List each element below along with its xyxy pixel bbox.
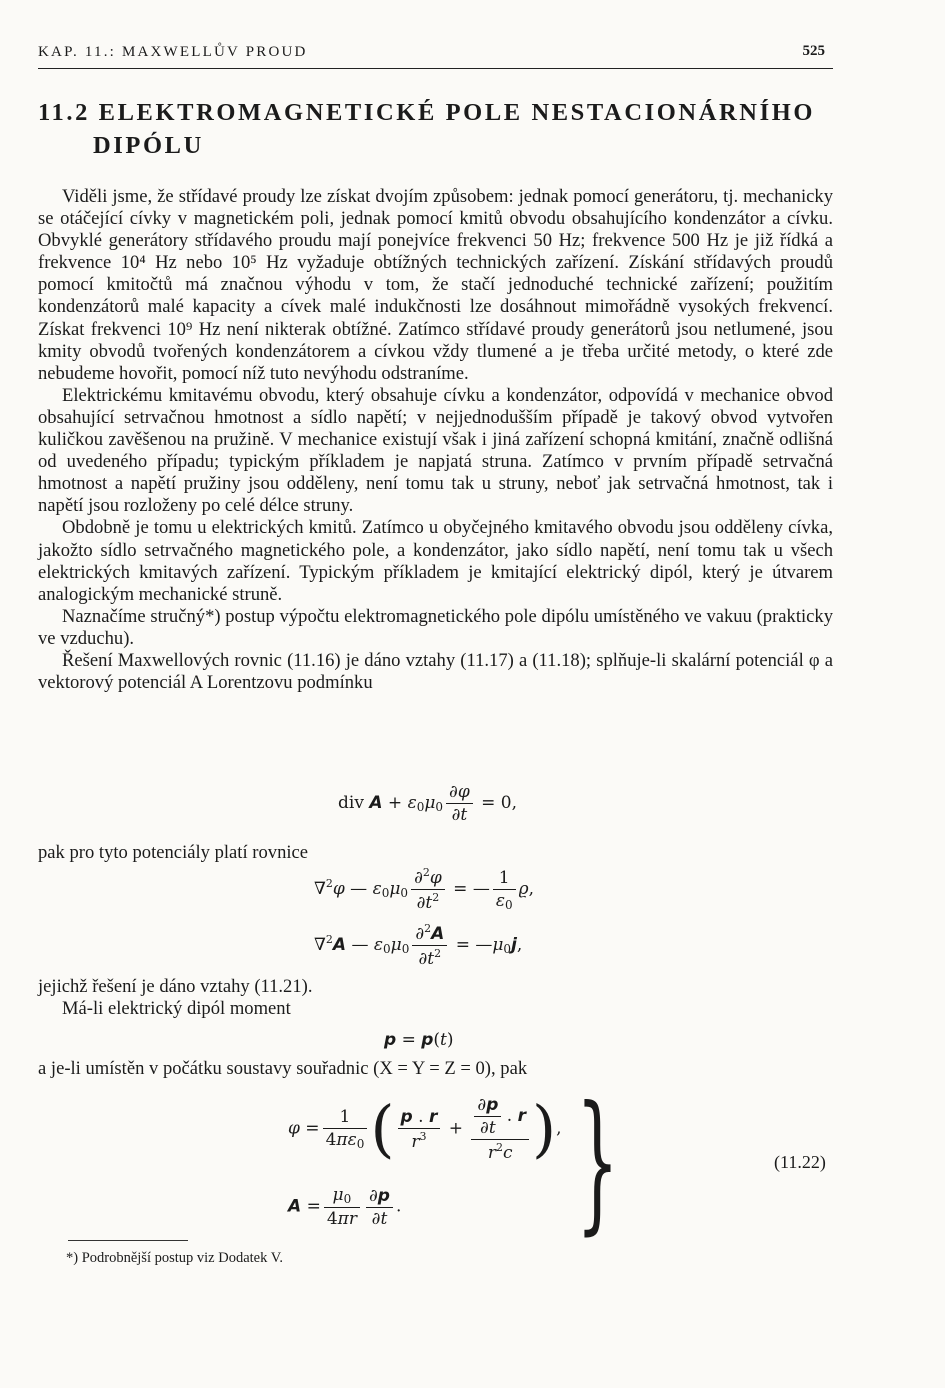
page-number: 525	[802, 43, 825, 59]
equation-number: (11.22)	[774, 1152, 826, 1172]
text-after-eq2: jejichž řešení je dáno vztahy (11.21).	[38, 976, 313, 997]
paragraph-1: Viděli jsme, že střídavé proudy lze získat dvojím způsobem: jednak pomocí generátoru, tj. mechanicky se otáčející cívky v magnetickém poli, jednak pomocí kmitů obvodu obsahujícího kondenzátor a cívku. Obvyklé generátory střídavého proudu mají ponejvíce frekvenci 50 Hz; frekvence 500 Hz je již řídká a frekvence 10⁴ Hz nebo 10⁵ Hz vyžaduje obtížných technických zařízení. Získání střídavých proudů pomocí kmitočtů má značnou výhodu v tom, že stačí jednoduché technické zařízení; použitím kondenzátorů malé kapacity a cívek malé indukčnosti lze dosáhnout mimořádně vysokých frekvencí. Získat frekvenci 10⁹ Hz není nikterak obtížné. Zatímco střídavé proudy generátorů jsou netlumené, jsou kmity obvodů tvořených kondenzátorem a cívkou vždy tlumené a je třeba určité metody, o které zde nebudeme hovořit, pomocí níž tuto nevýhodu odstraníme.	[38, 186, 833, 384]
equation-wave-a: ∇$^2$A — $\varepsilon_0\mu_0$ $\frac{\partial^2A}{\partial t^2}$ = $—\mu_0j$,	[314, 922, 523, 969]
section-title	[38, 96, 838, 162]
footnote: *) Podrobnější postup viz Dodatek V.	[66, 1250, 283, 1266]
equation-potential-phi: φ = $\frac{1}{4\pi\varepsilon_0}$ ( $\frac{p . r}{r^3}$ + $\frac{\partial p}{\partial t}$ . r $r^2c$ ),	[288, 1092, 562, 1165]
paragraph-3: Obdobně je tomu u elektrických kmitů. Zatímco u obyčejného kmitavého obvodu jsou odděleny cívka, jakožto sídlo setrvačného magnetického pole, a kondenzátor, jako sídlo napětí, není tomu tak u všech elektrických kmitavých zařízení. Typickým příkladem je kmitající elektrický dipól, který je útvarem analogickým mechanické struně.	[38, 517, 833, 605]
text-after-eq1: pak pro tyto potenciály platí rovnice	[38, 842, 309, 863]
text-dipole-moment: Má-li elektrický dipól moment	[62, 998, 291, 1020]
page	[38, 0, 833, 1388]
section-title-line1: 11.2 ELEKTROMAGNETICKÉ POLE NESTACIONÁRNÍHO	[38, 99, 816, 126]
paragraph-4: Naznačíme stručný*) postup výpočtu elektromagnetického pole dipólu umístěného ve vakuu (prakticky ve vzduchu).	[38, 605, 833, 649]
footnote-rule	[68, 1240, 188, 1241]
section-title-line2: DIPÓLU	[93, 132, 204, 159]
equation-wave-phi: ∇$^2$φ — $\varepsilon_0\mu_0$ $\frac{\partial^2\varphi}{\partial t^2}$ = — $\frac{1}{\varepsilon_0}$ ϱ,	[314, 866, 534, 913]
paragraph-5: Řešení Maxwellových rovnic (11.16) je dáno vztahy (11.17) a (11.18); splňuje-li skalární potenciál φ a vektorový potenciál A Lorentzovu podmínku	[38, 649, 833, 694]
equation-lorentz-condition: div $A + \varepsilon_0\mu_0$ $\frac{\partial\varphi}{\partial t}$ = 0,	[338, 782, 518, 825]
text-after-eq2-block	[38, 976, 833, 1020]
body-text-top	[38, 186, 833, 694]
equation-potential-a: A = $\frac{\mu_0}{4\pi r}$ $\frac{\partial p}{\partial t}$ .	[288, 1185, 402, 1229]
text-origin: a je-li umístěn v počátku soustavy souřadnic (X = Y = Z = 0), pak	[38, 1058, 528, 1079]
equation-brace: }	[576, 1075, 619, 1249]
running-title: KAP. 11.: MAXWELLŮV PROUD	[38, 44, 308, 60]
text-after-eq1-block	[38, 842, 833, 864]
text-origin-block	[38, 1058, 833, 1080]
paragraph-2: Elektrickému kmitavému obvodu, který obsahuje cívku a kondenzátor, odpovídá v mechanice obvod obsahující setrvačnou hmotnost a sídlo napětí; v nejjednodušším případě je takový obvod vytvořen kuličkou zavěšenou na pružině. V mechanice existují však i jiná zařízení schopná kmitání, značně odlišná od uvedeného případu; typickým příkladem je napjatá struna. Zatímco v prvním případě setrvačná hmotnost a napětí pružiny jsou odděleny, není tomu tak u struny, neboť jak setrvačná hmotnost, tak i napětí jsou rozloženy po celé délce struny.	[38, 384, 833, 517]
equation-dipole-moment: p = p(t)	[384, 1030, 454, 1050]
running-header	[38, 44, 833, 69]
